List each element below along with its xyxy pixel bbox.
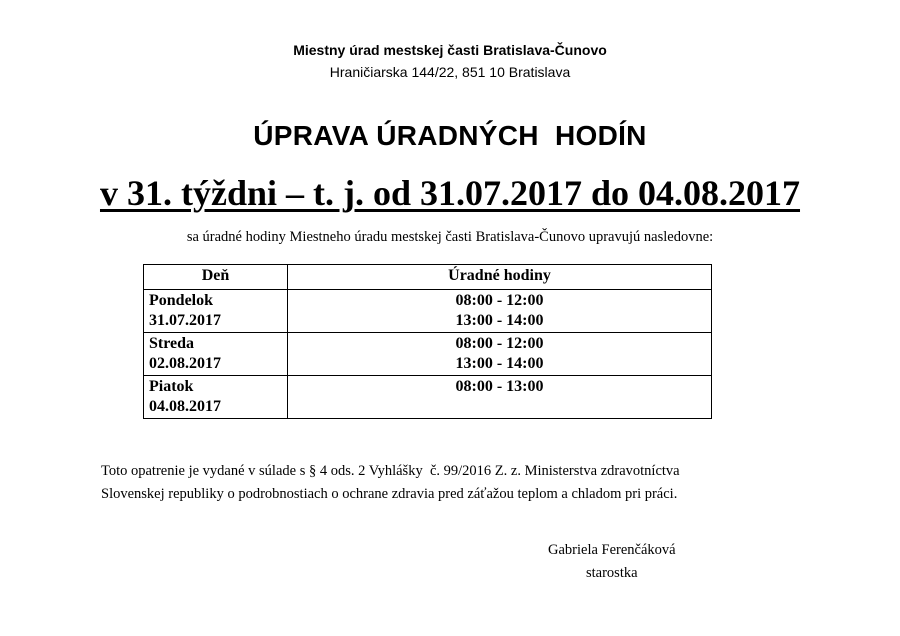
office-hours-table <box>143 264 712 419</box>
table-row <box>144 290 712 333</box>
day-date: 04.08.2017 <box>149 398 221 415</box>
day-cell <box>144 333 288 376</box>
intro-text: sa úradné hodiny Miestneho úradu mestskej časti Bratislava-Čunovo upravujú nasledovne: <box>186 229 714 245</box>
hours-cell <box>288 376 712 419</box>
column-header-hours: Úradné hodiny <box>288 265 712 290</box>
paragraph-line: Toto opatrenie je vydané v súlade s § 4 ods. 2 Vyhlášky č. 99/2016 Z. z. Ministerstva zdravotníctva <box>101 463 680 479</box>
hours-cell <box>288 290 712 333</box>
day-cell <box>144 376 288 419</box>
paragraph-line: Slovenskej republiky o podrobnostiach o ochrane zdravia pred záťažou teplom a chladom pri práci. <box>101 486 678 502</box>
hours-cell <box>288 333 712 376</box>
hours-interval: 08:00 - 12:00 <box>455 335 544 352</box>
legal-basis-paragraph <box>101 460 821 506</box>
day-name: Streda <box>149 335 195 352</box>
day-name: Piatok <box>149 378 194 395</box>
day-name: Pondelok <box>149 292 214 309</box>
signatory-name: Gabriela Ferenčáková <box>548 542 676 558</box>
week-subtitle-text: v 31. týždni – t. j. od 31.07.2017 do 04.08.2017 <box>99 173 801 213</box>
day-date: 31.07.2017 <box>149 312 221 329</box>
hours-interval: 08:00 - 12:00 <box>455 292 544 309</box>
hours-interval: 13:00 - 14:00 <box>455 355 544 372</box>
signatory-role: starostka <box>586 565 638 581</box>
hours-interval: 13:00 - 14:00 <box>455 312 544 329</box>
hours-interval: 08:00 - 13:00 <box>455 378 544 395</box>
column-header-day: Deň <box>144 265 288 290</box>
day-cell <box>144 290 288 333</box>
table-row <box>144 333 712 376</box>
day-date: 02.08.2017 <box>149 355 221 372</box>
organization-address: Hraničiarska 144/22, 851 10 Bratislava <box>329 64 571 80</box>
organization-name: Miestny úrad mestskej časti Bratislava-Čunovo <box>293 42 607 58</box>
document-title: ÚPRAVA ÚRADNÝCH HODÍN <box>253 120 647 151</box>
table-row <box>144 376 712 419</box>
week-subtitle <box>0 172 900 214</box>
table-header-row <box>144 265 712 290</box>
